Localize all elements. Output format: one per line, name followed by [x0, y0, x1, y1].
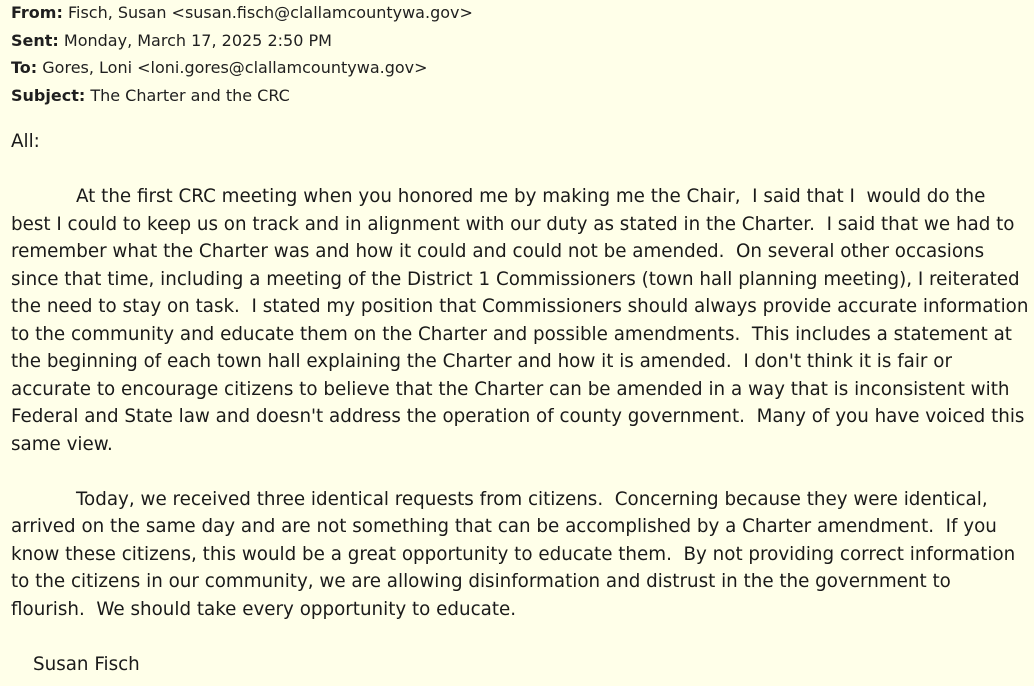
email-body	[11, 128, 1034, 678]
email-headers	[11, 0, 1029, 114]
sent-row	[11, 32, 1029, 60]
subject-value: The Charter and the CRC	[90, 85, 290, 105]
from-value: Fisch, Susan <susan.fisch@clallamcountywa.gov>	[67, 3, 473, 22]
sent-value: Monday, March 17, 2025 2:50 PM	[63, 30, 332, 50]
to-value: Gores, Loni <loni.gores@clallamcountywa.gov>	[42, 58, 428, 77]
to-label: To:	[11, 58, 38, 77]
subject-label: Subject:	[11, 85, 86, 105]
to-row	[11, 59, 1029, 87]
email-message	[11, 0, 1034, 678]
signature: Susan Fisch	[33, 653, 140, 675]
body-paragraph-1: At the first CRC meeting when you honored me by making me the Chair, I said that I would do the best I could to keep us on track and in alignment with our duty as stated in the Charter. I said that we had to remember what the Charter was and how it could and could not be amended. On several other occasions since that time, including a meeting of the District 1 Commissioners (town hall planning meeting), I reiterated the need to stay on task. I stated my position that Commissioners should always provide accurate information to the community and educate them on the Charter and possible amendments. This includes a statement at the beginning of each town hall explaining the Charter and how it is amended. I don't think it is fair or accurate to encourage citizens to believe that the Charter can be amended in a way that is inconsistent with Federal and State law and doesn't address the operation of county government. Many of you have voiced this same view.	[11, 186, 1034, 455]
body-paragraph-2: Today, we received three identical requests from citizens. Concerning because they were identical, arrived on the same day and are not something that can be accomplished by a Charter amendment. If you know these citizens, this would be a great opportunity to educate them. By not providing correct information to the citizens in our community, we are allowing disinformation and distrust in the the government to flourish. We should take every opportunity to educate.	[11, 488, 1022, 620]
from-label: From:	[11, 3, 63, 22]
sent-label: Sent:	[11, 30, 59, 50]
subject-row	[11, 87, 1029, 115]
greeting: All:	[11, 131, 40, 152]
from-row	[11, 4, 1029, 32]
